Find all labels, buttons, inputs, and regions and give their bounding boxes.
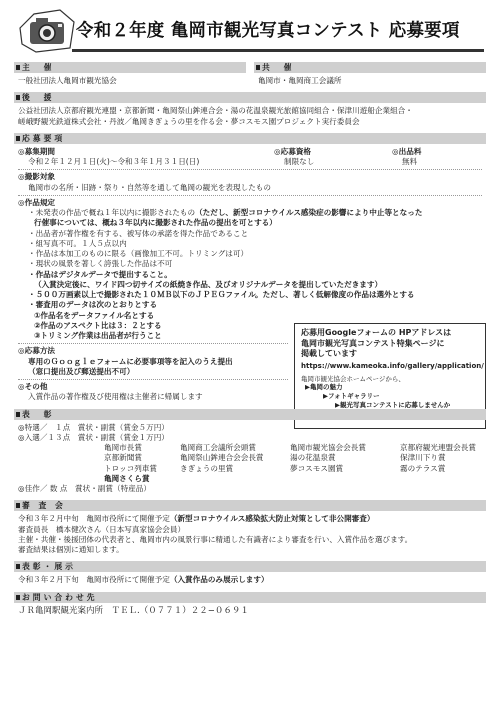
header	[14, 6, 486, 62]
rule-covid-note-2: 行催事については、概ね３年以内に撮影された作品の提出を可とする）	[34, 218, 277, 228]
rule-line: （入賞決定後に、ワイド四つ切サイズの紙焼き作品、及びオリジナルデータを提出していただきます）	[34, 279, 383, 289]
form-box-note: ▶亀岡の魅力	[305, 383, 343, 392]
prize-item: トロッコ列車賞	[104, 463, 158, 473]
exhibit-heading: 表彰・展示	[14, 561, 486, 572]
form-box-note: ▶フォトギャラリー	[323, 392, 380, 401]
rule-line: ・未発表の作品で概ね１年以内に撮影されたもの	[28, 208, 196, 217]
prize-item: 亀岡さくら賞	[104, 473, 150, 483]
prize-item: 京都府観光連盟会長賞	[400, 443, 476, 452]
prize-item: 京都新聞賞	[104, 453, 142, 463]
qualification-label: ◎応募資格	[274, 146, 312, 156]
shusai-heading: 主 催	[14, 62, 246, 73]
shusai-section	[14, 62, 246, 88]
method-line: （窓口提出及び郵送提出不可）	[28, 366, 135, 376]
qualification-value: 制限なし	[284, 157, 315, 166]
subject-value: 亀岡市の名所・旧跡・祭り・自然等を通して亀岡の観光を表現したもの	[28, 182, 271, 192]
shusai-value: 一般社団法人亀岡市観光協会	[18, 76, 117, 85]
other-label: ◎その他	[18, 382, 48, 391]
form-box-note: ▶観光写真コンテストに応募しませんか	[335, 400, 451, 409]
rule-line: ・現状の風景を著しく誇張した作品は不可	[28, 259, 173, 269]
review-line: 審査結果は個別に通知します。	[18, 545, 124, 554]
other-value: 入賞作品の著作権及び使用権は主催者に帰属します	[28, 392, 203, 402]
rule-covid-note: （ただし、新型コロナウイルス感染症の影響により中止等となった	[195, 208, 423, 217]
method-line: 専用のＧｏｏｇｌｅフォームに必要事項等を記入のうえ提出	[28, 356, 233, 366]
contact-heading: お問い合わせ先	[14, 592, 486, 603]
kyosai-value: 亀岡市・亀岡商工会議所	[258, 76, 342, 85]
fee-label: ◎出品料	[392, 146, 422, 156]
prize-item: きぎょうの里賞	[180, 463, 234, 473]
review-heading: 審 査 会	[14, 500, 486, 511]
kyosai-section	[254, 62, 486, 88]
fee-value: 無料	[402, 157, 418, 166]
form-box-line: 亀岡市観光写真コンテスト特集ページに	[301, 338, 445, 348]
awards-heading: 表 彰	[14, 409, 486, 420]
method-label: ◎応募方法	[18, 346, 56, 356]
review-section	[14, 500, 486, 557]
organizers	[14, 62, 486, 88]
prize-item: 保津川下り賞	[400, 453, 446, 463]
award-nyusen: ◎入選／１３点 賞状・副賞（賞金１万円）	[18, 432, 169, 442]
rule-line: ②作品のアスペクト比は３：２とする	[34, 320, 162, 330]
subject-label: ◎撮影対象	[18, 172, 56, 182]
koen-line: 嵯峨野観光鉄道株式会社・丹波／亀岡きぎょうの里を作る会・夢コスモス園プロジェクト実行委員会	[18, 116, 360, 126]
prize-item: 夢コスモス園賞	[290, 463, 344, 473]
rule-line: ①作品名をデータファイル名とする	[34, 310, 155, 320]
form-box-line: 応募用Googleフォームの HPアドレスは	[301, 327, 452, 337]
prize-item: 亀岡市長賞	[104, 443, 142, 452]
kyosai-heading: 共 催	[254, 62, 486, 73]
exhibit-note: （入賞作品のみ展示します）	[169, 575, 269, 585]
period-label: ◎募集期間	[18, 146, 56, 156]
review-note: （新型コロナウイルス感染拡大防止対策として非公開審査）	[169, 514, 375, 524]
rule-line: ・組写真不可。１人５点以内	[28, 238, 127, 248]
award-kasaku: ◎佳作／ 数 点 賞状・副賞（特産品）	[18, 484, 151, 493]
rule-line: ・作品は本加工のものに限る（画像加工不可。トリミングは可）	[28, 249, 249, 258]
rules-label: ◎作品規定	[18, 197, 56, 207]
contact-section	[14, 592, 486, 619]
koen-heading: 後 援	[14, 92, 486, 103]
title-underline	[72, 49, 484, 52]
oboyoko-heading: 応募要項	[14, 133, 486, 144]
exhibit-section	[14, 561, 486, 587]
prize-item: 湯の花温泉賞	[290, 453, 336, 463]
rule-line: ・審査用のデータは次のとおりとする	[28, 300, 158, 310]
review-line: 令和３年２月中旬 亀岡市役所にて開催予定	[18, 514, 170, 524]
rule-line: ③トリミング作業は出品者が行うこと	[34, 331, 162, 340]
award-tokusen: ◎特選／ １点 賞状・副賞（賞金５万円）	[18, 422, 169, 432]
rule-line: ・出品者が著作権を有する、被写体の承諾を得た作品であること	[28, 228, 249, 238]
exhibit-line: 令和３年２月下旬 亀岡市役所にて開催予定	[18, 575, 170, 585]
award-prize-grid	[18, 443, 482, 484]
prize-item: 霧のテラス賞	[400, 463, 446, 473]
review-line: 審査員長 橋本健次さん（日本写真家協会会員）	[18, 524, 186, 534]
review-line: 主催・共催・後援団体の代表者と、亀岡市内の風景行事に精通した有識者により審査を行い、入賞作品を選びます。	[18, 534, 413, 544]
page-title: 令和２年度 亀岡市観光写真コンテスト 応募要項	[76, 21, 460, 41]
rule-line: ・５００万画素以上で撮影された１０ＭＢ以下のＪＰＥＧファイル。ただし、著しく低解像度の作品は選外とする	[28, 290, 415, 299]
oboyoko-section	[14, 133, 486, 409]
prize-item: 亀岡商工会議所会頭賞	[180, 443, 256, 452]
flyer	[14, 6, 486, 623]
form-url-link[interactable]: https://www.kameoka.info/gallery/application/	[301, 362, 484, 371]
form-box-note: 亀岡市観光協会ホームページから、	[301, 374, 405, 383]
koen-section	[14, 92, 486, 129]
rule-line: ・作品はデジタルデータで提出すること。	[28, 269, 172, 279]
prize-item: 亀岡祭山鉾連合会会長賞	[180, 453, 264, 463]
period-value: 令和２年１２月１日(火)〜令和３年１月３１日(日)	[28, 157, 200, 166]
camera-icon	[16, 8, 78, 54]
koen-line: 公益社団法人京都府観光連盟・京都新聞・亀岡祭山鉾連合会・湯の花温泉観光旅館協同組合・保津川遊船企業組合・	[18, 106, 413, 116]
prize-item: 亀岡市観光協会会長賞	[290, 443, 366, 452]
form-box-line: 掲載しています	[301, 349, 357, 359]
contact-value: ＪＲ亀岡駅観光案内所 ＴＥＬ.（０７７１）２２−０６９１	[18, 605, 249, 616]
